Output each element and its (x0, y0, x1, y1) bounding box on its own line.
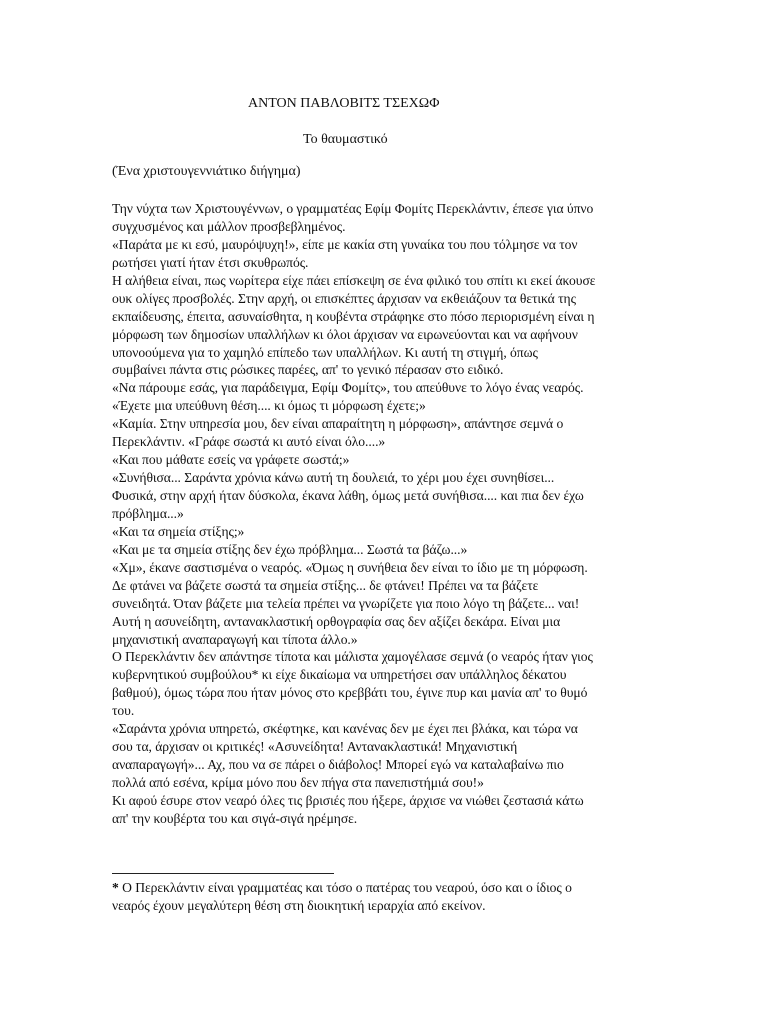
footnote-line: νεαρός έχουν μεγαλύτερη θέση στη διοικητική ιεραρχία από εκείνον. (112, 898, 486, 913)
story-title: Το θαυμαστικό (303, 132, 388, 147)
body-line: σου τα, άρχισαν οι κριτικές! «Ασυνείδητα! Αντανακλαστικά! Μηχανιστική (112, 739, 518, 755)
body-line: ουκ ολίγες προσβολές. Στην αρχή, οι επισκέπτες άρχισαν να εκθειάζουν τα θετικά της (112, 290, 576, 306)
body-line: «Σαράντα χρόνια υπηρετώ, σκέφτηκε, και κανένας δεν με έχει πει βλάκα, και τώρα να (112, 721, 578, 737)
footnote-text: Ο Περεκλάντιν είναι γραμματέας και τόσο ο πατέρας του νεαρού, όσο και ο ίδιος ο (118, 880, 572, 895)
body-line: Ο Περεκλάντιν δεν απάντησε τίποτα και μάλιστα χαμογέλασε σεμνά (ο νεαρός ήταν γιος (112, 649, 593, 665)
body-line: μόρφωση των δημοσίων υπαλλήλων κι όλοι άρχισαν να ειρωνεύονται και να αφήνουν (112, 326, 578, 342)
body-line: Αυτή η ασυνείδητη, αντανακλαστική ορθογραφία σας δεν αξίζει δεκάρα. Είναι μια (112, 613, 561, 629)
story-body (112, 200, 660, 828)
body-line: ρωτήσει γιατί ήταν έτσι σκυθρωπός. (112, 254, 309, 270)
footnote-line (112, 879, 660, 897)
body-line: βαθμού), όμως τώρα που ήταν μόνος στο κρεββάτι του, έγινε πυρ και μανία απ' το θυμό (112, 685, 588, 701)
body-line: υπονοούμενα για το χαμηλό επίπεδο των υπαλλήλων. Κι αυτή τη στιγμή, όπως (112, 344, 538, 360)
footnote-divider (112, 873, 334, 874)
body-line: Η αλήθεια είναι, πως νωρίτερα είχε πάει επίσκεψη σε ένα φιλικό του σπίτι κι εκεί άκουσε (112, 272, 596, 288)
body-line: Δε φτάνει να βάζετε σωστά τα σημεία στίξης... δε φτάνει! Πρέπει να τα βάζετε (112, 577, 539, 593)
body-line: «Να πάρουμε εσάς, για παράδειγμα, Εφίμ Φομίτς», του απεύθυνε το λόγο ένας νεαρός. (112, 380, 584, 396)
story-subtitle: (Ένα χριστουγεννιάτικο διήγημα) (112, 164, 301, 179)
body-line: «Έχετε μια υπεύθυνη θέση.... κι όμως τι μόρφωση έχετε;» (112, 398, 426, 414)
body-line: απ' την κουβέρτα του και σιγά-σιγά ηρέμησε. (112, 810, 358, 826)
body-line: εκπαίδευσης, έπειτα, ασυναίσθητα, η κουβέντα στράφηκε στο πόσο περιορισμένη είναι η (112, 308, 595, 324)
body-line: κυβερνητικού συμβούλου* κι είχε δικαίωμα να υπηρετήσει σαν υπάλληλος δέκατου (112, 667, 567, 683)
footnote (112, 879, 660, 915)
body-line: Περεκλάντιν. «Γράφε σωστά κι αυτό είναι όλο....» (112, 434, 386, 450)
footnote-asterisk: * (112, 880, 119, 895)
body-line: «Και τα σημεία στίξης;» (112, 523, 245, 539)
body-line: συνειδητά. Όταν βάζετε μια τελεία πρέπει να γνωρίζετε για ποιο λόγο τη βάζετε... ναι! (112, 595, 580, 611)
body-line: πρόβλημα...» (112, 505, 184, 521)
body-line: «Παράτα με κι εσύ, μαυρόψυχη!», είπε με κακία στη γυναίκα του που τόλμησε να τον (112, 236, 578, 252)
body-line: του. (112, 703, 135, 719)
body-line: Την νύχτα των Χριστουγέννων, ο γραμματέας Εφίμ Φομίτς Περεκλάντιν, έπεσε για ύπνο (112, 201, 594, 216)
author-heading: ΑΝΤΟΝ ΠΑΒΛΟΒΙΤΣ ΤΣΕΧΩΦ (248, 96, 440, 111)
body-line: «Και που μάθατε εσείς να γράφετε σωστά;» (112, 452, 350, 468)
body-line: Κι αφού έσυρε στον νεαρό όλες τις βρισιές που ήξερε, άρχισε να νιώθει ζεστασιά κάτω (112, 792, 584, 808)
body-line: «Καμία. Στην υπηρεσία μου, δεν είναι απαραίτητη η μόρφωση», απάντησε σεμνά ο (112, 416, 564, 432)
body-line: συγχυσμένος και μάλλον προσβεβλημένος. (112, 218, 346, 234)
body-line: αναπαραγωγή»... Αχ, που να σε πάρει ο διάβολος! Μπορεί εγώ να καταλαβαίνω πιο (112, 757, 564, 773)
body-line: «Χμ», έκανε σαστισμένα ο νεαρός. «Όμως η συνήθεια δεν είναι το ίδιο με τη μόρφωση. (112, 559, 588, 575)
body-line: «Και με τα σημεία στίξης δεν έχω πρόβλημα... Σωστά τα βάζω...» (112, 541, 468, 557)
body-line: Φυσικά, στην αρχή ήταν δύσκολα, έκανα λάθη, όμως μετά συνήθισα.... και πια δεν έχω (112, 488, 584, 503)
body-line: μηχανιστική αναπαραγωγή και τίποτα άλλο.» (112, 631, 358, 647)
body-line: «Συνήθισα... Σαράντα χρόνια κάνω αυτή τη δουλειά, το χέρι μου έχει συνηθίσει... (112, 470, 555, 486)
body-line: πολλά από εσένα, κρίμα μόνο που δεν πήγα στα πανεπιστήμιά σου!» (112, 775, 484, 790)
body-line: συμβαίνει πάντα στις ρώσικες παρέες, απ' το γενικό πέρασαν στο ειδικό. (112, 362, 504, 378)
